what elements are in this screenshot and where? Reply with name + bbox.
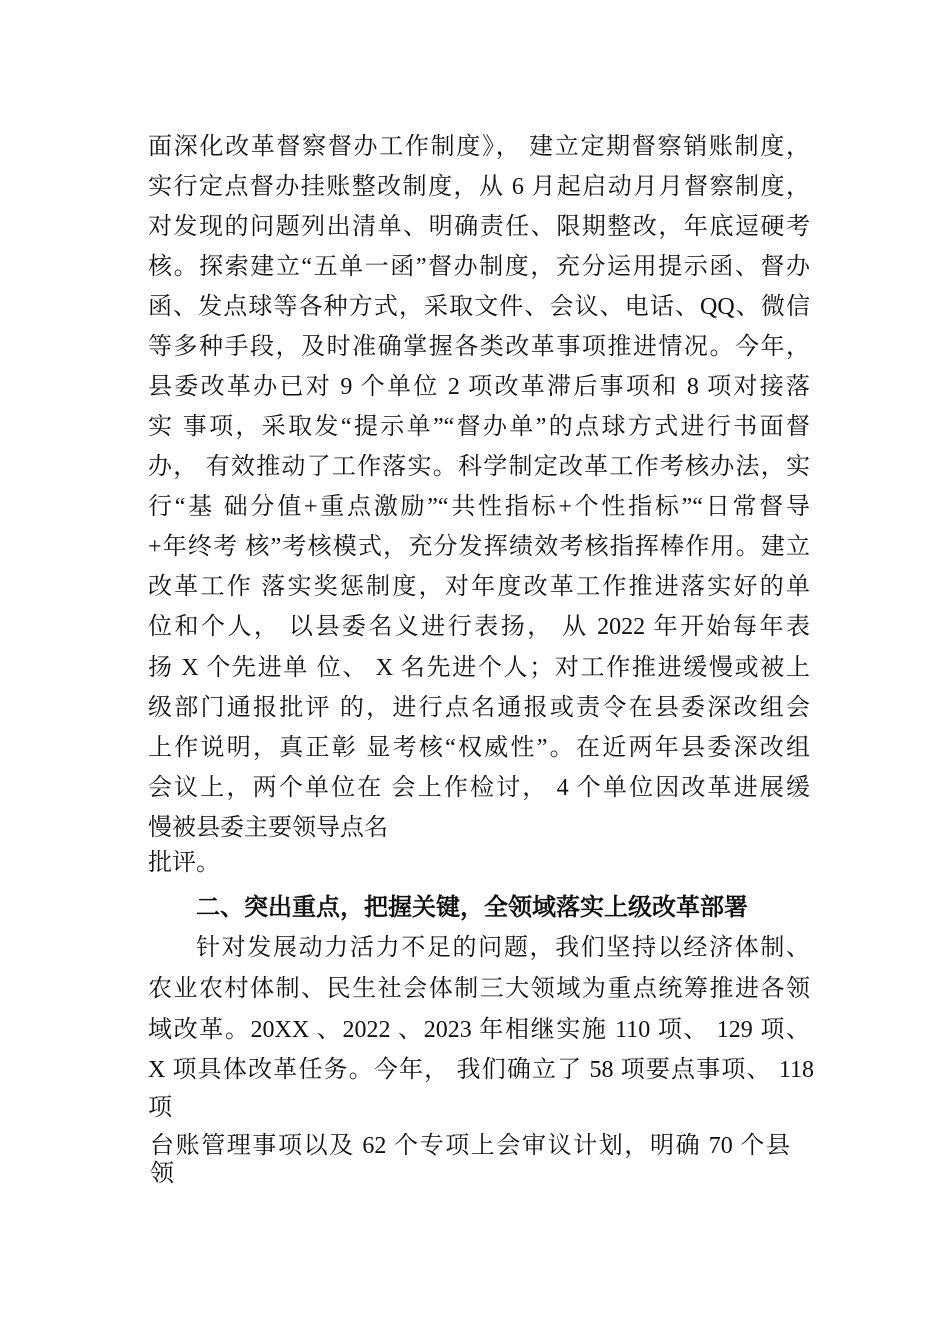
text-line: 针对发展动力活力不足的问题，我们坚持以经济体制、 — [196, 935, 810, 961]
text-line: 会议上，两个单位在 会上作检讨， 4 个单位因改革进展缓 — [148, 775, 810, 801]
text-line: 实 事项，采取发“提示单”“督办单”的点球方式进行书面督 — [148, 414, 810, 440]
text-line: X 项具体改革任务。今年， 我们确立了 58 项要点事项、 118 — [148, 1057, 814, 1083]
text-line: 对发现的问题列出清单、明确责任、限期整改，年底逗硬考 — [148, 214, 810, 240]
text-line: 行“基 础分值+重点激励”“共性指标+个性指标”“日常督导 — [148, 494, 810, 520]
text-line: 台账管理事项以及 62 个专项上会审议计划，明确 70 个县 — [150, 1133, 790, 1159]
section-heading: 二、突出重点，把握关键，全领域落实上级改革部署 — [196, 894, 748, 921]
text-line: 办， 有效推动了工作落实。科学制定改革工作考核办法，实 — [148, 454, 810, 480]
text-line: 县委改革办已对 9 个单位 2 项改革滞后事项和 8 项对接落 — [148, 374, 810, 400]
text-line: 级部门通报批评 的，进行点名通报或责令在县委深改组会 — [148, 695, 810, 721]
text-line: 上作说明，真正彰 显考核“权威性”。在近两年县委深改组 — [148, 735, 810, 761]
text-line: 领 — [150, 1161, 174, 1187]
text-line: 扬 X 个先进单 位、 X 名先进个人；对工作推进缓慢或被上 — [148, 655, 810, 681]
text-line: 面深化改革督察督办工作制度》， 建立定期督察销账制度， — [148, 134, 810, 160]
text-line: 项 — [148, 1095, 172, 1121]
text-line: 改革工作 落实奖惩制度，对年度改革工作推进落实好的单 — [148, 574, 810, 600]
text-line: 慢被县委主要领导点名 — [148, 815, 388, 841]
text-line: 等多种手段，及时准确掌握各类改革事项推进情况。今年， — [148, 334, 810, 360]
text-line: 核。探索建立“五单一函”督办制度，充分运用提示函、督办 — [148, 254, 810, 280]
text-line: 农业农村体制、民生社会体制三大领域为重点统筹推进各领 — [148, 976, 810, 1002]
text-line: 实行定点督办挂账整改制度，从 6 月起启动月月督察制度， — [148, 174, 810, 200]
text-line: 函、发点球等各种方式，采取文件、会议、电话、QQ、微信 — [148, 294, 810, 320]
text-line: +年终考 核”考核模式，充分发挥绩效考核指挥棒作用。建立 — [148, 534, 810, 560]
text-line: 批评。 — [148, 850, 220, 876]
text-line: 位和个人， 以县委名义进行表扬， 从 2022 年开始每年表 — [148, 614, 810, 640]
text-line: 域改革。20XX 、2022 、2023 年相继实施 110 项、 129 项、 — [148, 1017, 810, 1043]
